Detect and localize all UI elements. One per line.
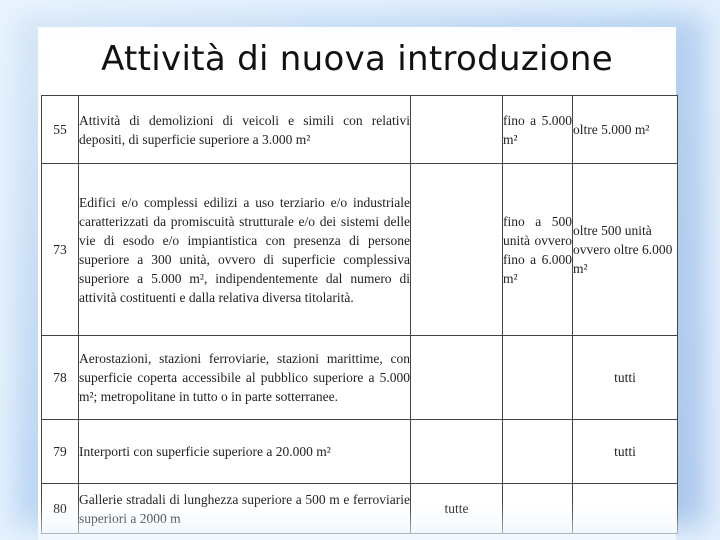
table-row — [42, 96, 678, 164]
category-c-cell — [573, 484, 678, 534]
category-c-cell: tutti — [573, 420, 678, 484]
category-b-cell — [503, 484, 573, 534]
category-b-cell: fino a 500 unità ovvero fino a 6.000 m² — [503, 164, 573, 336]
activity-description: Interporti con superficie superiore a 20.000 m² — [79, 420, 411, 484]
activity-description: Gallerie stradali di lunghezza superiore a 500 m e ferroviarie superiori a 2000 m — [79, 484, 411, 534]
category-b-cell — [503, 420, 573, 484]
category-a-cell — [411, 420, 503, 484]
table-row — [42, 484, 678, 534]
category-c-cell: oltre 5.000 m² — [573, 96, 678, 164]
table-row — [42, 164, 678, 336]
activity-number: 55 — [42, 96, 79, 164]
table-row — [42, 420, 678, 484]
category-c-cell: tutti — [573, 336, 678, 420]
activity-number: 78 — [42, 336, 79, 420]
activities-table — [41, 95, 678, 534]
category-a-cell — [411, 336, 503, 420]
category-b-cell: fino a 5.000 m² — [503, 96, 573, 164]
activity-number: 80 — [42, 484, 79, 534]
slide-title: Attività di nuova introduzione — [101, 39, 613, 79]
activity-number: 73 — [42, 164, 79, 336]
category-c-cell: oltre 500 unità ovvero oltre 6.000 m² — [573, 164, 678, 336]
activity-description: Edifici e/o complessi edilizi a uso terziario e/o industriale caratterizzati da promiscuità strutturale e/o dei sistemi delle vie di esodo e/o impiantistica con presenza di persone superiore a 300 unità, ovvero di superficie complessiva superiore a 5.000 m², indipendentemente dal numero di attività costituenti e dalla relativa diversa titolarità. — [79, 164, 411, 336]
category-b-cell — [503, 336, 573, 420]
activity-number: 79 — [42, 420, 79, 484]
activity-description: Aerostazioni, stazioni ferroviarie, stazioni marittime, con superficie coperta accessibile al pubblico superiore a 5.000 m²; metropolitane in tutto o in parte sotterranee. — [79, 336, 411, 420]
table-row — [42, 336, 678, 420]
category-a-cell — [411, 164, 503, 336]
category-a-cell — [411, 96, 503, 164]
activity-description: Attività di demolizioni di veicoli e simili con relativi depositi, di superficie superiore a 3.000 m² — [79, 96, 411, 164]
category-a-cell: tutte — [411, 484, 503, 534]
